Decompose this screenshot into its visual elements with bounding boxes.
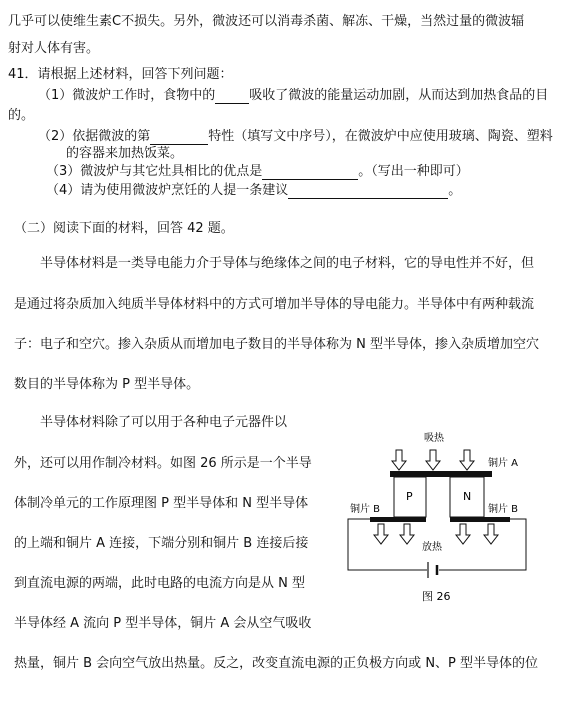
n-label: N (463, 490, 472, 503)
copper-plate-b-left (370, 517, 426, 522)
heat-release-arrows (374, 524, 498, 544)
down-arrow-icon (426, 450, 440, 470)
text-span: 。（写出一种即可） (358, 164, 469, 179)
question-41-part-4 (46, 183, 461, 199)
copper-plate-a (390, 471, 492, 477)
paragraph-line: 数目的半导体称为 P 型半导体。 (14, 377, 200, 392)
text-span: 。 (448, 183, 462, 198)
answer-blank[interactable] (150, 131, 208, 145)
answer-blank[interactable] (215, 90, 249, 104)
battery-icon (428, 562, 437, 578)
text-line: 的容器来加热饭菜。 (66, 146, 184, 161)
paragraph-line: 到直流电源的两端，此时电路的电流方向是从 N 型 (14, 576, 305, 591)
figure-caption: 图 26 (422, 590, 451, 603)
paragraph-line: 半导体材料除了可以用于各种电子元器件以 (40, 415, 288, 430)
copper-b-left-label: 铜片 B (350, 504, 381, 515)
copper-b-right-label: 铜片 B (488, 504, 519, 515)
p-label: P (406, 490, 413, 503)
question-41-part-3 (46, 164, 469, 180)
down-arrow-icon (460, 450, 474, 470)
question-41-stem: 41．请根据上述材料，回答下列问题： (8, 67, 233, 82)
down-arrow-icon (400, 524, 414, 544)
section-heading: （二）阅读下面的材料，回答 42 题。 (14, 221, 234, 236)
answer-blank[interactable] (262, 166, 358, 180)
paragraph-line: 半导体材料是一类导电能力介于导体与绝缘体之间的电子材料，它的导电性并不好，但 (40, 256, 535, 271)
text-span: （3）微波炉与其它灶具相比的优点是 (46, 164, 263, 179)
answer-blank[interactable] (288, 185, 448, 199)
down-arrow-icon (392, 450, 406, 470)
paragraph-line: 的上端和铜片 A 连接，下端分别和铜片 B 连接后接 (14, 536, 309, 551)
heat-absorb-arrows (392, 450, 474, 470)
paragraph-line: 外，还可以用作制冷材料。如图 26 所示是一个半导 (14, 456, 312, 471)
paragraph-line: 半导体经 A 流向 P 型半导体，铜片 A 会从空气吸收 (14, 616, 312, 631)
paragraph-line: 是通过将杂质加入纯质半导体材料中的方式可增加半导体的导电能力。半导体中有两种载流 (14, 297, 535, 312)
copper-a-label: 铜片 A (488, 458, 519, 469)
paragraph-line: 热量，铜片 B 会向空气放出热量。反之，改变直流电源的正负极方向或 N、P 型半导体的位 (14, 656, 539, 671)
down-arrow-icon (374, 524, 388, 544)
text-line: 几乎可以使维生素C不损失。另外，微波还可以消毒杀菌、解冻、干燥，当然过量的微波辐 (8, 14, 525, 29)
svg-text:吸热: 吸热 (424, 433, 444, 444)
text-span: （4）请为使用微波炉烹饪的人提一条建议 (46, 183, 289, 198)
text-span: （1）微波炉工作时，食物中的 (38, 88, 216, 103)
text-span: 特性（填写文中序号），在微波炉中应使用玻璃、陶瓷、塑料 (208, 129, 553, 144)
paragraph-line: 体制冷单元的工作原理图 P 型半导体和 N 型半导体 (14, 496, 309, 511)
copper-plate-b-right (450, 517, 510, 522)
down-arrow-icon (456, 524, 470, 544)
text-span: （2）依据微波的第 (38, 129, 151, 144)
question-41-part-2 (38, 129, 553, 145)
release-heat-label: 放热 (422, 542, 442, 553)
absorb-heat-label (424, 431, 445, 444)
down-arrow-icon (484, 524, 498, 544)
figure-26-diagram (338, 428, 538, 608)
text-span: 吸收了微波的能量运动加剧，从而达到加热食品的目 (249, 88, 549, 103)
text-line: 射对人体有害。 (8, 41, 100, 56)
text-line: 的。 (8, 108, 35, 123)
paragraph-line: 子：电子和空穴。掺入杂质从而增加电子数目的半导体称为 N 型半导体，掺入杂质增加空穴 (14, 337, 539, 352)
question-41-part-1 (38, 88, 548, 104)
